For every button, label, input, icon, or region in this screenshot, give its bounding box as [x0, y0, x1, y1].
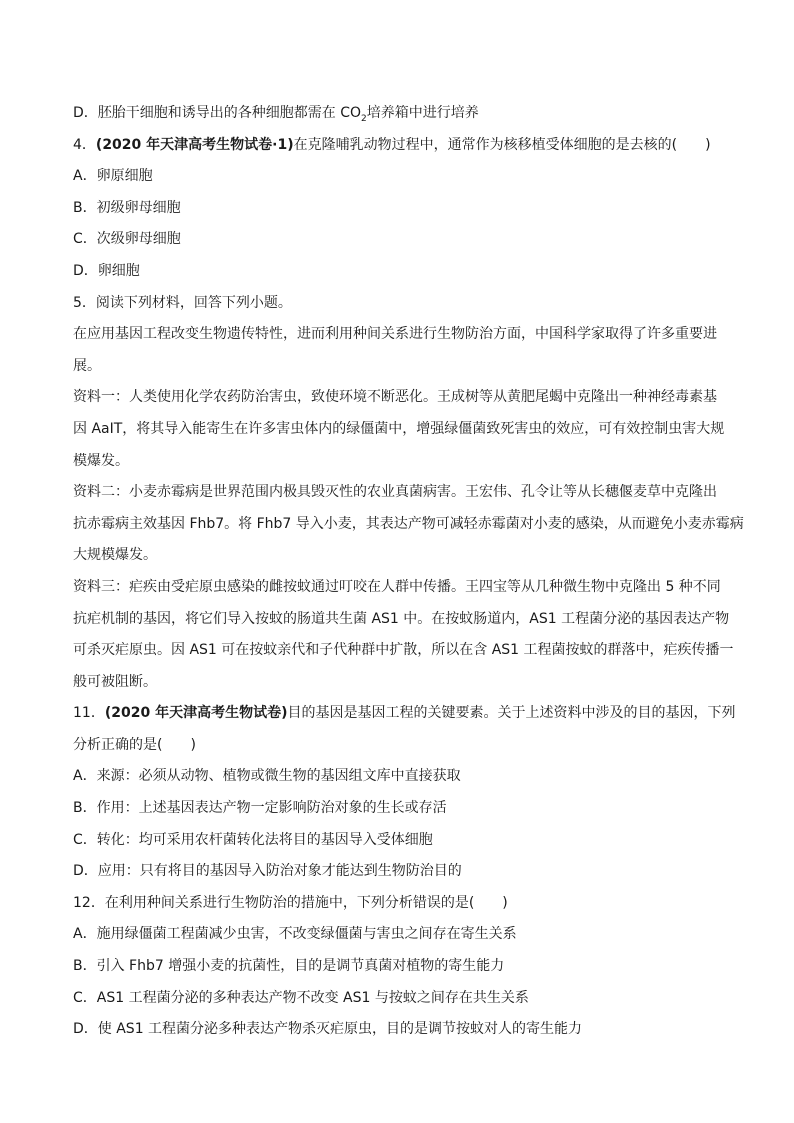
- q12-option-c: C．AS1 工程菌分泌的多种表达产物不改变 AS1 与按蚊之间存在共生关系: [73, 989, 529, 1006]
- q12-option-d: D．使 AS1 工程菌分泌多种表达产物杀灭疟原虫，目的是调节按蚊对人的寄生能力: [73, 1021, 583, 1038]
- q4-option-c: C．次级卵母细胞: [73, 231, 181, 248]
- paragraph-line: 可杀灭疟原虫。因 AS1 可在按蚊亲代和子代种群中扩散，所以在含 AS1 工程菌按蚊的群落中，疟疾传播一: [73, 642, 734, 659]
- q5-paragraph-intro: [73, 319, 723, 382]
- q3-option-d-pre: D．胚胎干细胞和诱导出的各种细胞都需在 CO: [73, 105, 362, 121]
- paragraph-line: 资料二：小麦赤霉病是世界范围内极具毁灭性的农业真菌病害。王宏伟、孔令让等从长穗偃麦草中克隆出: [73, 484, 717, 501]
- q5-material-1: [73, 382, 723, 477]
- q12-option-b: B．引入 Fhb7 增强小麦的抗菌性，目的是调节真菌对植物的寄生能力: [73, 958, 505, 975]
- paragraph-line: 抗赤霉病主效基因 Fhb7。将 Fhb7 导入小麦，其表达产物可减轻赤霉菌对小麦的感染，从而避免小麦赤霉病: [73, 515, 744, 532]
- q11-option-a: A．来源：必须从动物、植物或微生物的基因组文库中直接获取: [73, 768, 461, 785]
- q4-option-d: D．卵细胞: [73, 262, 140, 279]
- q12-option-a: A．施用绿僵菌工程菌减少虫害，不改变绿僵菌与害虫之间存在寄生关系: [73, 926, 517, 943]
- q11-option-b: B．作用：上述基因表达产物一定影响防治对象的生长或存活: [73, 800, 447, 817]
- paragraph-line: 般可被阻断。: [73, 673, 157, 690]
- q4-source: (2020 年天津高考生物试卷·1): [95, 136, 294, 153]
- paragraph-line: 展。: [73, 357, 101, 374]
- q5-intro: 5．阅读下列材料，回答下列小题。: [73, 294, 292, 311]
- paragraph-line: 因 AaIT，将其导入能寄生在许多害虫体内的绿僵菌中，增强绿僵菌致死害虫的效应，可有效控制虫害大规: [73, 420, 725, 437]
- q5-material-2: [73, 477, 744, 572]
- q11-source: (2020 年天津高考生物试卷): [104, 705, 288, 722]
- q11-stem-line1: [73, 698, 736, 730]
- q11-stem-text: 目的基因是基因工程的关键要素。关于上述资料中涉及的目的基因，下列: [287, 705, 736, 722]
- q12-stem: 12．在利用种间关系进行生物防治的措施中，下列分析错误的是( ): [73, 894, 508, 911]
- paragraph-line: 抗疟机制的基因，将它们导入按蚊的肠道共生菌 AS1 中。在按蚊肠道内，AS1 工程菌分泌的基因表达产物: [73, 610, 730, 627]
- q11-number: 11．: [73, 705, 105, 722]
- q3-option-d-post: 培养箱中进行培养: [366, 105, 479, 121]
- q4-option-a: A．卵原细胞: [73, 168, 153, 185]
- q3-option-d-sub: 2: [361, 113, 367, 124]
- q4-stem: [73, 130, 723, 162]
- paragraph-line: 大规模爆发。: [73, 547, 157, 564]
- q11-option-c: C．转化：均可采用农杆菌转化法将目的基因导入受体细胞: [73, 831, 433, 848]
- paragraph-line: 资料三：疟疾由受疟原虫感染的雌按蚊通过叮咬在人群中传播。王四宝等从几种微生物中克隆出 5 种不同: [73, 578, 721, 595]
- q11-option-d: D．应用：只有将目的基因导入防治对象才能达到生物防治目的: [73, 863, 462, 880]
- q5-material-3: [73, 572, 734, 698]
- paragraph-line: 在应用基因工程改变生物遗传特性，进而利用种间关系进行生物防治方面，中国科学家取得了许多重要进: [73, 326, 717, 343]
- q4-option-b: B．初级卵母细胞: [73, 199, 181, 216]
- q4-stem-text: 在克隆哺乳动物过程中，通常作为核移植受体细胞的是去核的( ): [293, 136, 711, 153]
- paragraph-line: 资料一：人类使用化学农药防治害虫，致使环境不断恶化。王成树等从黄肥尾蝎中克隆出一种神经毒素基: [73, 389, 717, 406]
- q3-option-d: [73, 98, 723, 130]
- document-content: [73, 98, 744, 1046]
- q11-stem-line2: 分析正确的是( ): [73, 736, 196, 753]
- q4-number: 4．: [73, 136, 96, 153]
- paragraph-line: 模爆发。: [73, 452, 129, 469]
